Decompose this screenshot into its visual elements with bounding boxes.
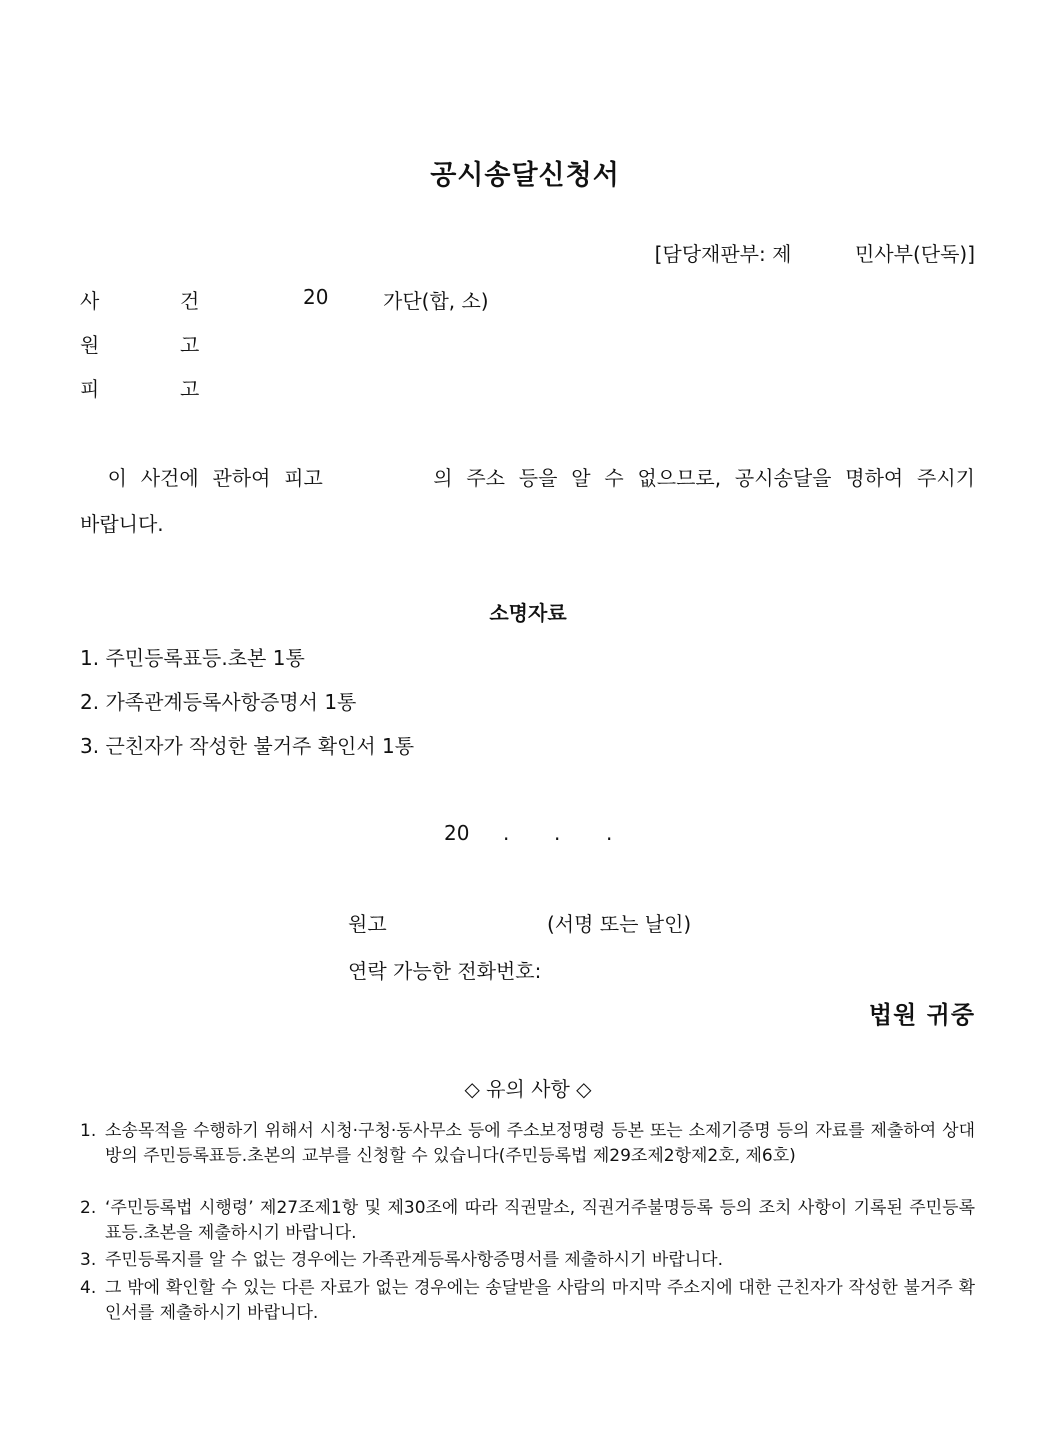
request-line-2: 바랍니다. — [80, 512, 164, 536]
plaintiff-label-a: 원 — [80, 333, 100, 357]
defendant-label-b: 고 — [180, 377, 200, 401]
note-item — [80, 1248, 975, 1273]
case-year: 20 — [303, 285, 329, 309]
note-number: 2. — [80, 1198, 97, 1218]
evidence-item: 1. 주민등록표등.초본 1통 — [80, 646, 305, 670]
note-text: 주민등록지를 알 수 없는 경우에는 가족관계등록사항증명서를 제출하시기 바랍니다. — [105, 1250, 723, 1270]
note-text: 그 밖에 확인할 수 있는 다른 자료가 없는 경우에는 송달받을 사람의 마지막 주소지에 대한 근친자가 작성한 불거주 확인서를 제출하시기 바랍니다. — [105, 1278, 975, 1323]
defendant-label-a: 피 — [80, 377, 100, 401]
signature-seal: (서명 또는 날인) — [547, 912, 692, 936]
contact-phone-label: 연락 가능한 전화번호: — [348, 959, 542, 983]
evidence-item: 3. 근친자가 작성한 불거주 확인서 1통 — [80, 734, 415, 758]
date-dot: . — [554, 821, 561, 845]
note-text: 소송목적을 수행하기 위해서 시청·구청·동사무소 등에 주소보정명령 등본 또는 소제기증명 등의 자료를 제출하여 상대방의 주민등록표등.초본의 교부를 신청할 수 있습니다(주민등록법 제29조제2항제2호, 제6호) — [105, 1121, 975, 1166]
document-title: 공시송달신청서 — [430, 160, 620, 191]
case-label-geon: 건 — [180, 289, 200, 313]
court-addressee: 법원 귀중 — [868, 1001, 975, 1029]
plaintiff-label-b: 고 — [180, 333, 200, 357]
case-label-sa: 사 — [80, 289, 100, 313]
note-number: 4. — [80, 1278, 97, 1298]
assigned-division: [담당재판부: 제 민사부(단독)] — [654, 242, 975, 266]
note-number: 3. — [80, 1250, 97, 1270]
request-line-1: 이 사건에 관하여 피고 의 주소 등을 알 수 없으므로, 공시송달을 명하여 주시기 — [80, 466, 975, 490]
date-year: 20 — [444, 821, 470, 845]
note-number: 1. — [80, 1121, 97, 1141]
note-item — [80, 1276, 975, 1326]
notes-title: ◇ 유의 사항 ◇ — [464, 1077, 592, 1101]
date-dot: . — [606, 821, 613, 845]
note-text: ‘주민등록법 시행령’ 제27조제1항 및 제30조에 따라 직권말소, 직권거주불명등록 등의 조치 사항이 기록된 주민등록표등.초본을 제출하시기 바랍니다. — [105, 1198, 975, 1243]
case-type: 가단(합, 소) — [383, 289, 489, 313]
evidence-title: 소명자료 — [489, 601, 567, 625]
signature-plaintiff: 원고 — [348, 912, 387, 936]
date-dot: . — [503, 821, 510, 845]
evidence-item: 2. 가족관계등록사항증명서 1통 — [80, 690, 357, 714]
note-item — [80, 1119, 975, 1169]
note-item — [80, 1196, 975, 1246]
